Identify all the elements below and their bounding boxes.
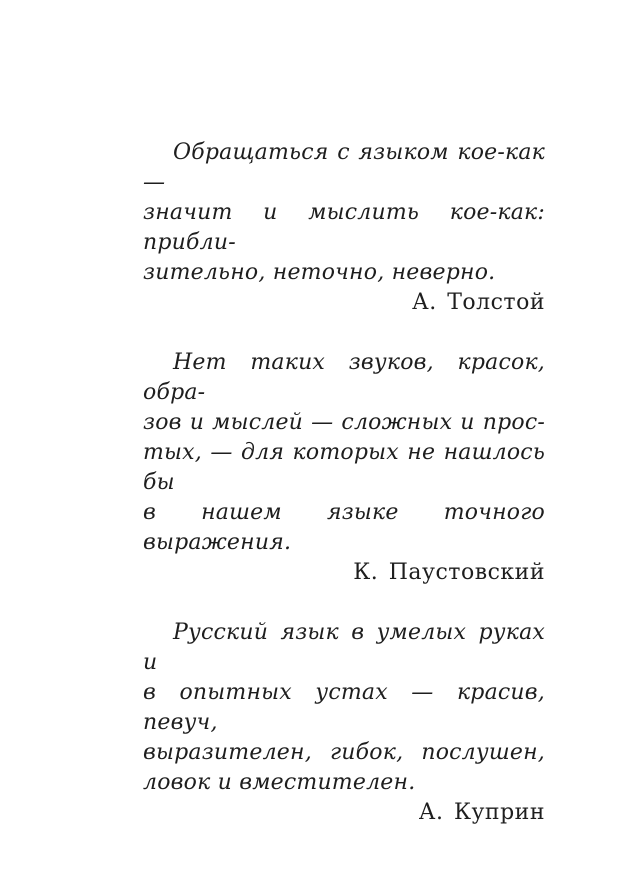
quote-block — [143, 348, 545, 588]
quote-line: зов и мыслей — сложных и прос- — [143, 410, 545, 435]
quote-line: Нет таких звуков, красок, обра- — [143, 350, 545, 405]
quote-line: Обращаться с языком кое-как — — [143, 140, 545, 195]
quote-attribution: К. Паустовский — [353, 560, 545, 585]
quote-line: зительно, неточно, неверно. — [143, 260, 496, 285]
quote-line: в нашем языке точного выражения. — [143, 500, 545, 555]
quote-block — [143, 618, 545, 828]
quote-line: выразителен, гибок, послушен, — [143, 740, 545, 765]
quote-attribution: А. Куприн — [418, 800, 545, 825]
quote-line: Русский язык в умелых руках и — [143, 620, 545, 675]
epigraph-column — [143, 138, 545, 858]
quote-attribution: А. Толстой — [412, 290, 545, 315]
quote-text — [143, 348, 545, 558]
quote-line: ловок и вместителен. — [143, 770, 416, 795]
quote-line: в опытных устах — красив, певуч, — [143, 680, 545, 735]
quote-text — [143, 618, 545, 798]
quote-block — [143, 138, 545, 318]
quote-line: значит и мыслить кое-как: прибли- — [143, 200, 545, 255]
quote-line: тых, — для которых не нашлось бы — [143, 440, 545, 495]
quote-text — [143, 138, 545, 288]
